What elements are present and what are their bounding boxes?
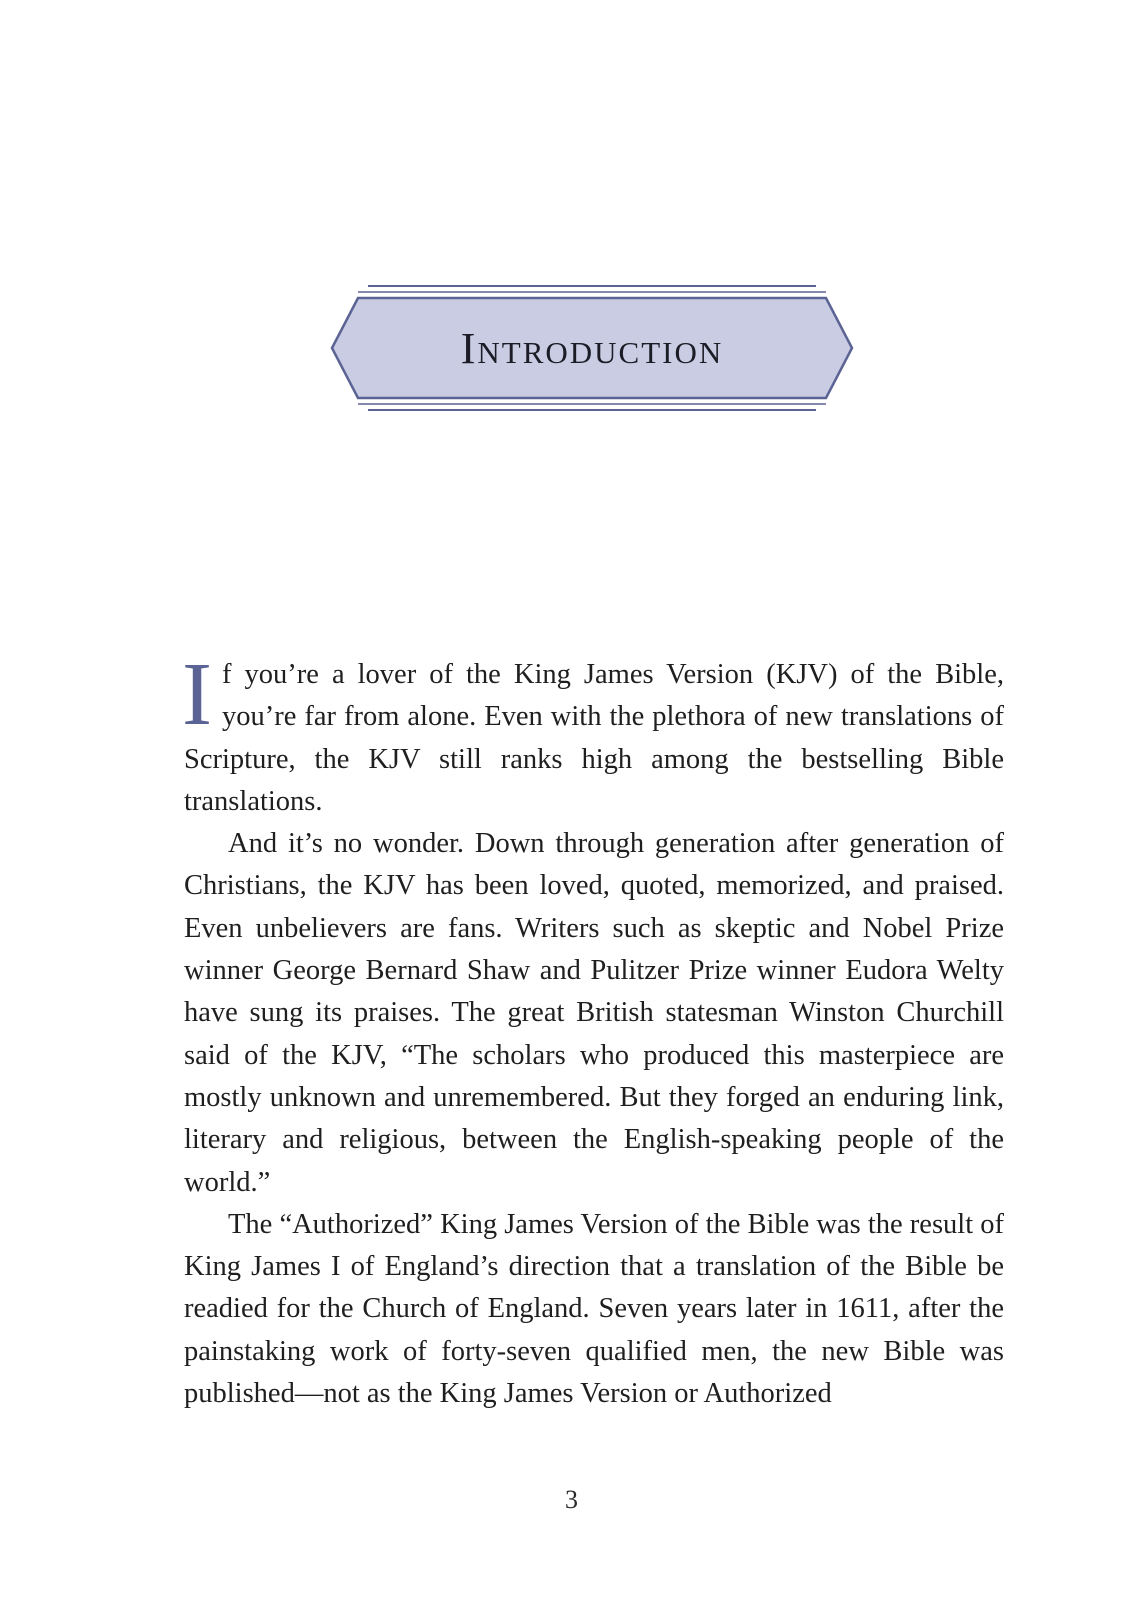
paragraph-3: The “Authorized” King James Version of the Bible was the result of King James I of England’s direction that a translation of the Bible be readied for the Church of England. Seven years later in 1611, after the painstaking work of forty-seven qualified men, the new Bible was published—not as the King James Version or Authorized [184,1208,1004,1410]
drop-cap: I [182,645,212,744]
page-number: 3 [565,1485,578,1514]
paragraph-2: And it’s no wonder. Down through generation after generation of Christians, the KJV has been loved, quoted, memorized, and praised. Even unbelievers are fans. Writers such as skeptic and Nobel Prize winner George Bernard Shaw and Pulitzer Prize winner Eudora Welty have sung its praises. The great British statesman Winston Churchill said of the KJV, “The scholars who produced this masterpiece are mostly unknown and unremembered. But they forged an enduring link, literary and religious, between the English-speaking people of the world.” [184,828,1004,1198]
chapter-title-banner [328,285,856,415]
paragraph-1-text: f you’re a lover of the King James Version (KJV) of the Bible, you’re far from alone. Even with the plethora of new translations of Scripture, the KJV still ranks high among the bestselling Bible translations. [184,659,1004,817]
paragraph-1 [182,645,1004,823]
chapter-title: Introduction [460,324,724,373]
body-text [182,645,1004,1415]
